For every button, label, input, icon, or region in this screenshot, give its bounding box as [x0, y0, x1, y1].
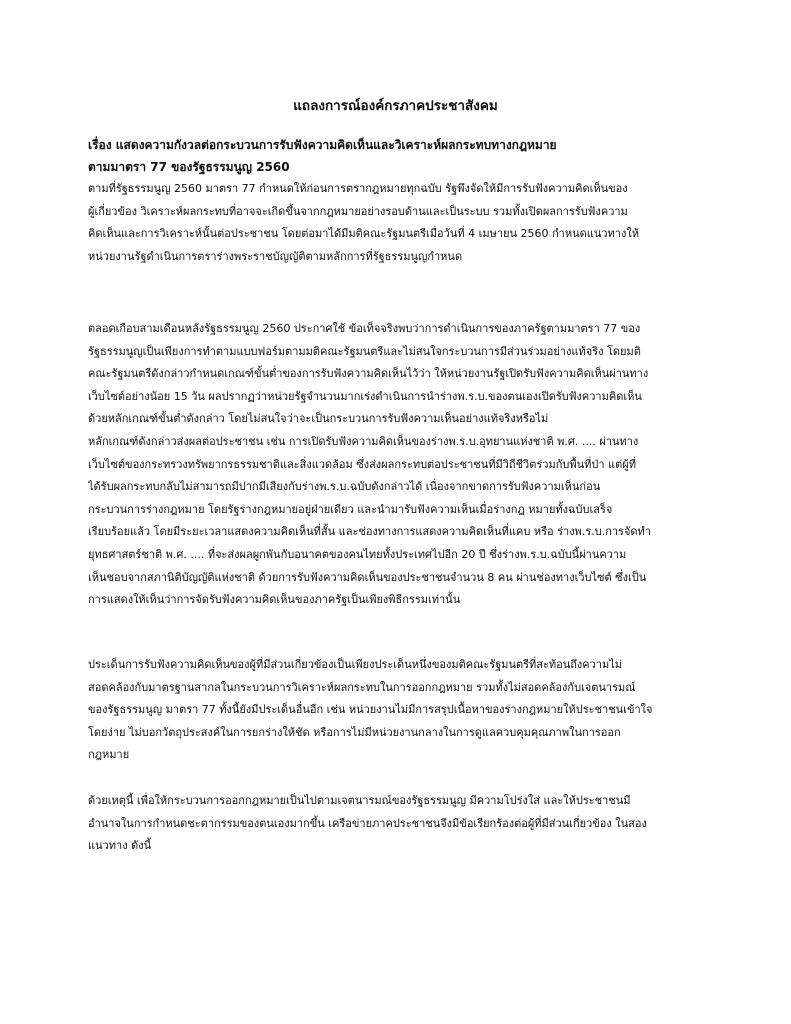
paragraph-line: เว็บไซต์ของกระทรวงทรัพยากรธรรมชาติและสิ่งแวดล้อม ซึ่งส่งผลกระทบต่อประชาชนที่มีวิถีชีวิตร่วมกับพื้นที่ป่า แต่ผู้ที่ [88, 457, 636, 471]
paragraph-line: ตามที่รัฐธรรมนูญ 2560 มาตรา 77 กำหนดให้ก่อนการตรากฎหมายทุกฉบับ รัฐพึงจัดให้มีการรับฟังความคิดเห็นของ [88, 182, 628, 195]
paragraph-line: ด้วยเหตุนี้ เพื่อให้กระบวนการออกกฎหมายเป็นไปตามเจตนารมณ์ของรัฐธรรมนูญ มีความโปร่งใส่ และให้ประชาชนมี [88, 794, 631, 807]
paragraph-line: รัฐธรรมนูญเป็นเพียงการทำตามแบบฟอร์มตามมติคณะรัฐมนตรีและไม่สนใจกระบวนการมีส่วนร่วมอย่างแท้จริง โดยมติ [88, 344, 641, 358]
paragraph-4 [88, 654, 708, 767]
paragraph-line: การแสดงให้เห็นว่าการจัดรับฟังความคิดเห็นของภาครัฐเป็นเพียงพิธีกรรมเท่านั้น [88, 593, 461, 607]
paragraph-line: คิดเห็นและการวิเคราะห์นั้นต่อประชาชน โดยต่อมาได้มีมติคณะรัฐมนตรีเมื่อวันที่ 4 เมษายน 2560 กำหนดแนวทางให้ [88, 227, 639, 241]
paragraph-line: กฎหมาย [88, 748, 130, 762]
paragraph-line: หน่วยงานรัฐดำเนินการตราร่างพระราชบัญญัติตามหลักการที่รัฐธรรมนูญกำหนด [88, 249, 463, 263]
paragraph-line: ตลอดเกือบสามเดือนหลังรัฐธรรมนูญ 2560 ประกาศใช้ ข้อเท็จจริงพบว่าการดำเนินการของภาครัฐตามมาตรา 77 ของ [88, 322, 641, 335]
paragraph-line: ได้รับผลกระทบกลับไม่สามารถมีปากมีเสียงกับร่างพ.ร.บ.ฉบับดังกล่าวได้ เนื่องจากขาดการรับฟังความเห็นก่อน [88, 480, 601, 494]
paragraph-line: แนวทาง ดังนี้ [88, 839, 152, 853]
paragraph-line: ประเด็นการรับฟังความคิดเห็นของผู้ที่มีส่วนเกี่ยวข้องเป็นเพียงประเด็นหนึ่งของมติคณะรัฐมนตรีที่สะท้อนถึงความไม่ [88, 658, 623, 671]
paragraph-line: กระบวนการร่างกฎหมาย โดยรัฐร่างกฎหมายอยู่ฝ่ายเดียว และนำมารับฟังความเห็นเมื่อร่างกฎ หมายทั้งฉบับเสร็จ [88, 502, 613, 516]
paragraph-line: สอดคล้องกับมาตรฐานสากลในกระบวนการวิเคราะห์ผลกระทบในการออกกฎหมาย รวมทั้งไม่สอดคล้องกับเจตนารมณ์ [88, 680, 636, 694]
paragraph-line: เห็นชอบจากสภานิติบัญญัติแห่งชาติ ด้วยการรับฟังความคิดเห็นของประชาชนจำนวน 8 คน ผ่านช่องทางเว็บไซต์ ซึ่งเป็น [88, 570, 647, 584]
document-title: แถลงการณ์องค์กรภาคประชาสังคม [293, 98, 498, 114]
paragraph-5 [88, 790, 708, 858]
paragraph-1 [88, 178, 708, 268]
paragraph-2 [88, 318, 708, 431]
paragraph-line: ของรัฐธรรมนูญ มาตรา 77 ทั้งนี้ยังมีประเด็นอื่นอีก เช่น หน่วยงานไม่มีการสรุปเนื้อหาของร่างกฎหมายให้ประชาชนเข้าใจ [88, 703, 653, 717]
paragraph-line: เว็บไซต์อย่างน้อย 15 วัน ผลปรากฏว่าหน่วยรัฐจำนวนมากเร่งดำเนินการนำร่างพ.ร.บ.ของตนเองเปิดรับฟังความคิดเห็น [88, 389, 642, 403]
paragraph-line: ด้วยหลักเกณฑ์ขั้นต่ำดังกล่าว โดยไม่สนใจว่าจะเป็นกระบวนการรับฟังความเห็นอย่างแท้จริงหรือไม่ [88, 412, 549, 426]
paragraph-line: ยุทธศาสตร์ชาติ พ.ศ. .... ที่จะส่งผลผูกพันกับอนาคตของคนไทยทั้งประเทศไปอีก 20 ปี ซึ่งร่างพ.ร.บ.ฉบับนี้ผ่านความ [88, 547, 627, 561]
paragraph-line: หลักเกณฑ์ดังกล่าวส่งผลต่อประชาชน เช่น การเปิดรับฟังความคิดเห็นของร่างพ.ร.บ.อุทยานแห่งชาติ พ.ศ. .... ผ่านทาง [88, 435, 639, 448]
subject-line: เรื่อง แสดงความกังวลต่อกระบวนการรับฟังความคิดเห็นและวิเคราะห์ผลกระทบทางกฎหมาย [88, 138, 557, 152]
paragraph-line: เรียบร้อยแล้ว โดยมีระยะเวลาแสดงความคิดเห็นที่สั้น และช่องทางการแสดงความคิดเห็นที่แคบ หรือ ร่างพ.ร.บ.การจัดทำ [88, 525, 651, 539]
paragraph-line: ผู้เกี่ยวข้อง วิเคราะห์ผลกระทบที่อาจจะเกิดขึ้นจากกฎหมายอย่างรอบด้านและเป็นระบบ รวมทั้งเปิดผลการรับฟังความ [88, 204, 628, 218]
paragraph-line: อำนาจในการกำหนดชะตากรรมของตนเองมากขึ้น เครือข่ายภาคประชาชนจึงมีข้อเรียกร้องต่อผู้ที่มีส่วนเกี่ยวข้อง ในสอง [88, 816, 647, 830]
document-subject [88, 134, 708, 178]
paragraph-line: โดยง่าย ไม่บอกวัตถุประสงค์ในการยกร่างให้ชัด หรือการไม่มีหน่วยงานกลางในการดูแลควบคุมคุณภาพในการออก [88, 725, 621, 739]
paragraph-3 [88, 431, 708, 612]
subject-line: ตามมาตรา 77 ของรัฐธรรมนูญ 2560 [88, 160, 290, 174]
paragraph-line: คณะรัฐมนตรีดังกล่าวกำหนดเกณฑ์ขั้นต่ำของการรับฟังความคิดเห็นไว้ว่า ให้หน่วยงานรัฐเปิดรับฟังความคิดเห็นผ่านทาง [88, 367, 649, 381]
